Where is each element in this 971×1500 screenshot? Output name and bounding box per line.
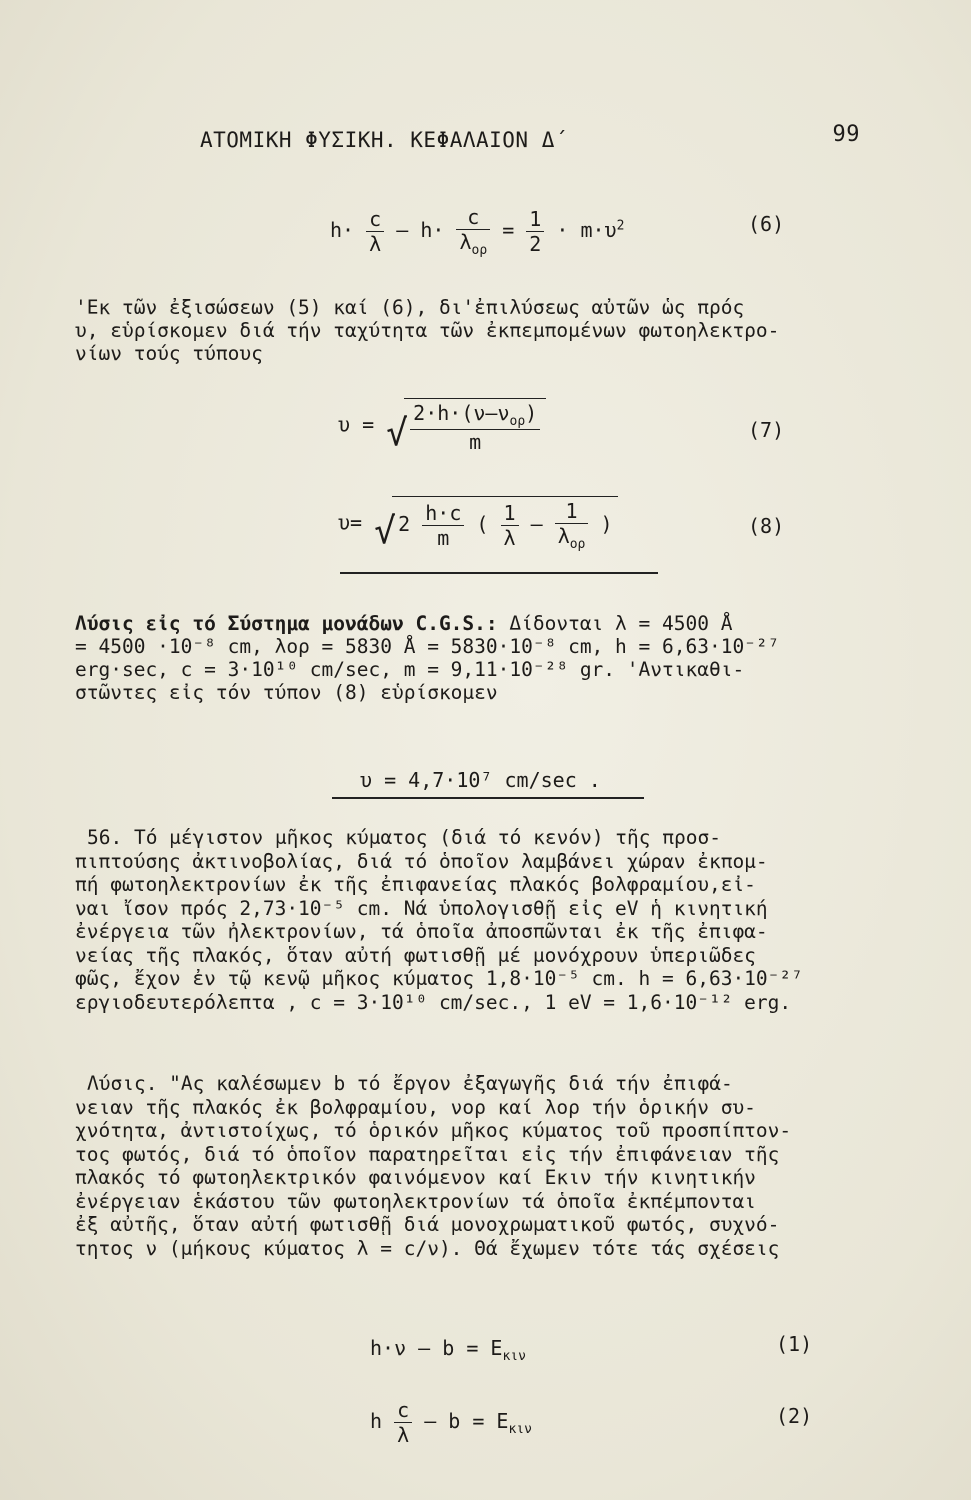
- text-line: νίων τούς τύπους: [75, 342, 263, 365]
- equation-8-number: (8): [748, 514, 785, 538]
- eq8-lhs: υ=: [338, 510, 363, 535]
- text-line: τος φωτός, διά τό ὁποῖον παρατηρεῖται εἰς τήν ἐπιφάνειαν τῆς: [75, 1142, 780, 1166]
- eq6-frac-half: $\frac{1}{2}$: [526, 207, 544, 256]
- radical-sign: √: [374, 511, 396, 552]
- equation-2: h $\frac{c}{\lambda}$ – $b = E_{\kappa\iota\nu}$: [370, 1398, 532, 1447]
- text-line: ναι ἴσον πρός 2,73·10⁻⁵ cm. Νά ὑπολογισθῇ εἰς eV ἡ κινητική: [75, 896, 768, 920]
- text-line: νείας τῆς πλακός, ὅταν αὐτή φωτισθῇ μέ μονόχρουν ὑπεριῶδες: [75, 943, 756, 967]
- equation-6: [330, 205, 624, 258]
- equation-7: [338, 398, 546, 454]
- text-line: υ, εὑρίσκομεν διά τήν ταχύτητα τῶν ἐκπεμπομένων φωτοηλεκτρο-: [75, 319, 780, 342]
- text-line: στῶντες εἰς τόν τύπον (8) εὑρίσκομεν: [75, 681, 498, 704]
- radical-sign: √: [386, 413, 408, 454]
- text-line: ἐξ αὐτῆς, ὅταν αὐτή φωτισθῇ διά μονοχρωματικοῦ φωτός, συχνό-: [75, 1213, 780, 1236]
- text-line: πιπτούσης ἀκτινοβολίας, διά τό ὁποῖον λαμβάνει χώραν ἐκπομ-: [75, 849, 768, 873]
- text-line: φῶς, ἔχον ἐν τῷ κενῷ μῆκος κύματος 1,8·10⁻⁵ cm. h = 6,63·10⁻²⁷: [75, 967, 803, 990]
- page-number: 99: [832, 122, 860, 147]
- section-divider: [340, 572, 658, 574]
- text-line: erg·sec, c = 3·10¹⁰ cm/sec, m = 9,11·10⁻²⁸ gr. 'Αντικαθι-: [75, 658, 745, 681]
- eq6-minus-h: – h·: [396, 218, 445, 242]
- text-line: 56. Τό μέγιστον μῆκος κύματος (διά τό κενόν) τῆς προσ-: [87, 826, 721, 849]
- solution-56: [75, 1072, 895, 1260]
- equation-8: [338, 496, 618, 552]
- eq6-equals: =: [502, 218, 515, 242]
- text-line: Λύσις. "Ας καλέσωμεν b τό ἔργον ἐξαγωγῆς διά τήν ἐπιφά-: [87, 1072, 733, 1095]
- text-line: χνότητα, ἀντιστοίχως, τό ὁρικόν μῆκος κύματος τοῦ προσπίπτον-: [75, 1119, 792, 1142]
- result-underline: [332, 797, 644, 799]
- eq7-lhs: υ =: [338, 412, 375, 437]
- solution-cgs: [75, 612, 895, 704]
- page-header: [200, 122, 860, 152]
- equation-2-number: (2): [776, 1404, 813, 1428]
- solution-label: Λύσις εἰς τό Σύστημα μονάδων C.G.S.:: [75, 612, 498, 635]
- running-title: ΑΤΟΜΙΚΗ ΦΥΣΙΚΗ. ΚΕΦΑΛΑΙΟΝ Δ΄: [200, 128, 569, 152]
- eq6-frac-c-lambda: $\frac{c}{\lambda}$: [366, 207, 384, 256]
- result-velocity: υ = 4,7·10⁷ cm/sec .: [360, 768, 601, 792]
- text-line: τητος ν (μήκους κύματος λ = c/ν). Θά ἔχωμεν τότε τάς σχέσεις: [75, 1236, 780, 1260]
- text-line: νειαν τῆς πλακός ἐκ βολφραμίου, νορ καί λορ τήν ὁρικήν συ-: [75, 1095, 756, 1119]
- eq6-exponent: 2: [616, 218, 625, 234]
- eq7-sqrt: [386, 398, 546, 454]
- paragraph-intro: [75, 296, 895, 365]
- eq6-frac-c-lambda-op: $\frac{c}{\lambda_{o\rho}}$: [456, 205, 490, 258]
- text-line: = 4500 ·10⁻⁸ cm, λορ = 5830 Å = 5830·10⁻⁸ cm, h = 6,63·10⁻²⁷: [75, 635, 780, 658]
- eq6-mass-velocity: · m·υ: [556, 218, 617, 242]
- text-line: ἐνέργεια τῶν ἠλεκτρονίων, τά ὁποῖα ἀποσπῶνται ἐκ τῆς ἐπιφα-: [75, 920, 768, 943]
- text-line: πλακός τό φωτοηλεκτρικόν φαινόμενον καί Eκιν τήν κινητικήν: [75, 1166, 756, 1189]
- equation-1: $h\cdot\nu - b = E_{\kappa\iota\nu}$: [370, 1336, 526, 1364]
- problem-56: [75, 826, 895, 1014]
- text-line: εργιοδευτερόλεπτα , c = 3·10¹⁰ cm/sec., 1 eV = 1,6·10⁻¹² erg.: [75, 990, 792, 1014]
- text-line: 'Εκ τῶν ἐξισώσεων (5) καί (6), δι'ἐπιλύσεως αὐτῶν ὡς πρός: [75, 296, 745, 319]
- equation-6-number: (6): [748, 212, 785, 236]
- equation-7-number: (7): [748, 418, 785, 442]
- eq6-h: h·: [330, 218, 355, 242]
- eq8-sqrt: √ 2 $\frac{h\cdot c}{m}$ ( $\frac{1}{\lambda}$ – $\frac{1}{\lambda_{o\rho}}$ ): [374, 496, 618, 552]
- text-line: πή φωτοηλεκτρονίων ἐκ τῆς ἐπιφανείας πλακός βολφραμίου,εἰ-: [75, 873, 756, 896]
- text-line: ἐνέργειαν ἑκάστου τῶν φωτοηλεκτρονίων τά ὁποῖα ἐκπέμπονται: [75, 1189, 756, 1213]
- equation-1-number: (1): [776, 1332, 813, 1356]
- eq2-frac: $\frac{c}{\lambda}$: [394, 1398, 412, 1447]
- text-line: Δίδονται λ = 4500 Å: [497, 612, 733, 635]
- eq7-frac: $\frac{2\cdot h\cdot(\nu-\nu_{o\rho})}{m}$: [410, 401, 540, 454]
